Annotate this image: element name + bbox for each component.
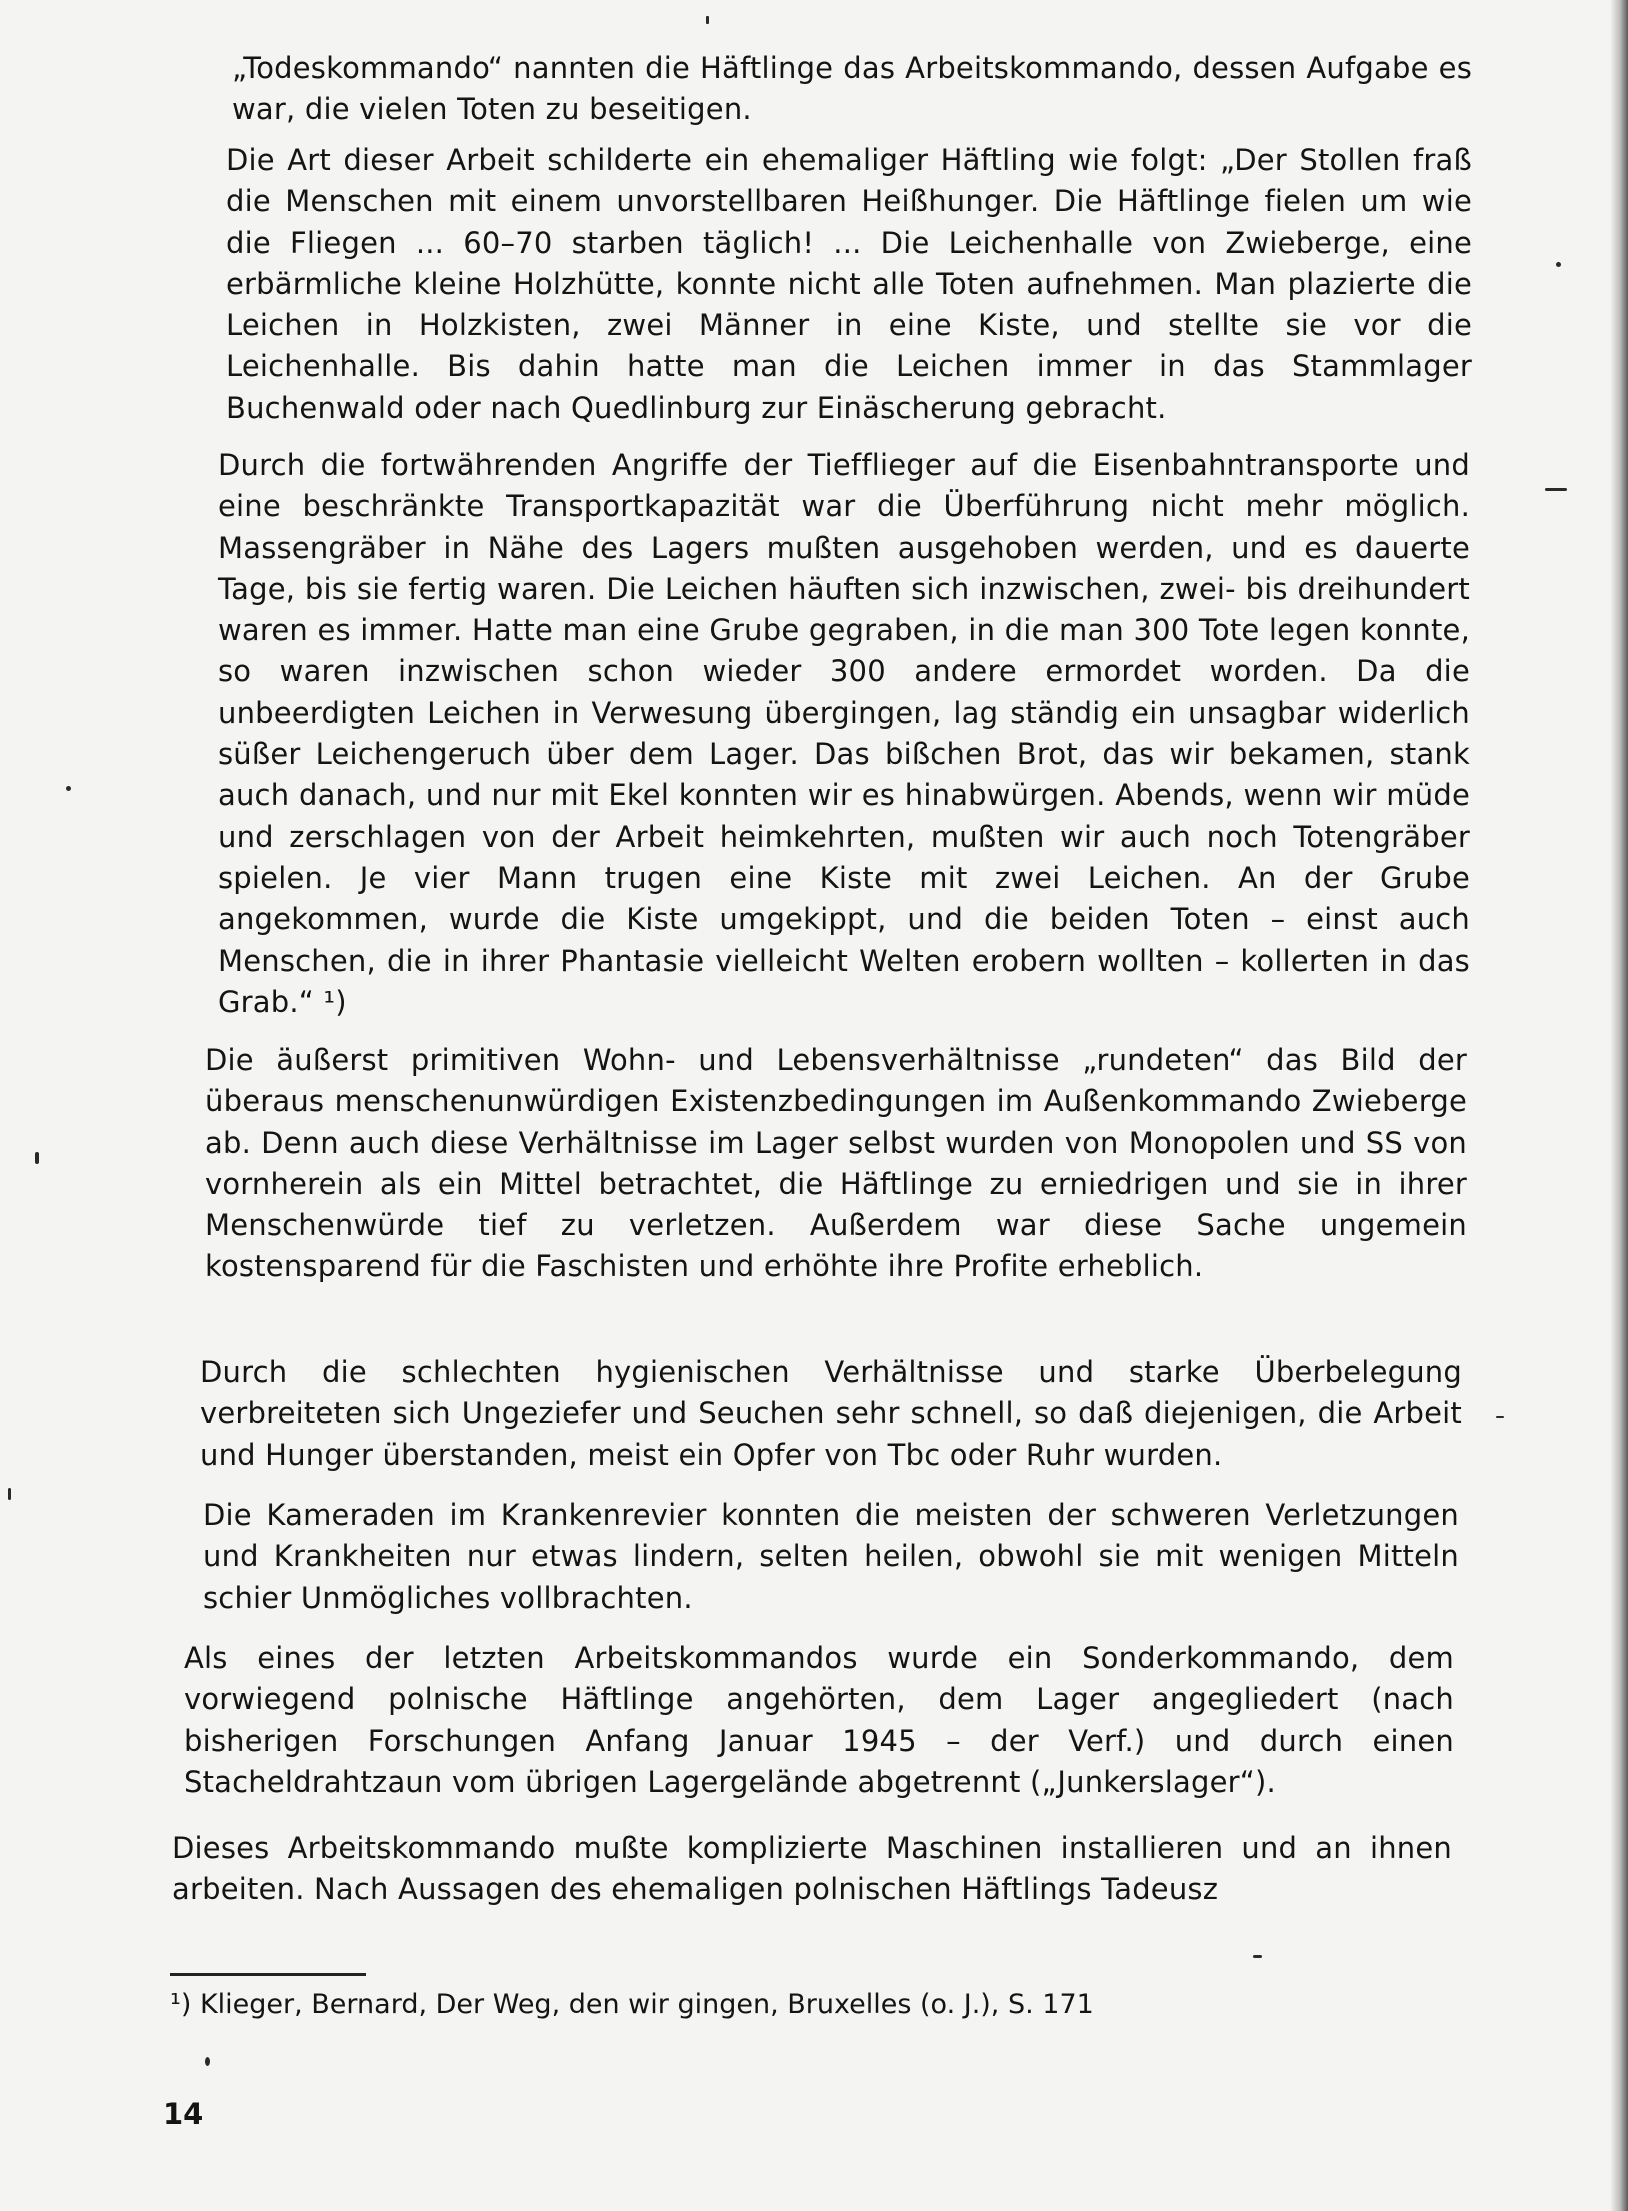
scan-speck: [205, 2057, 210, 2066]
footnote: ¹) Klieger, Bernard, Der Weg, den wir gingen, Bruxelles (o. J.), S. 171: [170, 1989, 1094, 2020]
scan-speck: [1496, 1416, 1504, 1418]
page-number: 14: [163, 2097, 204, 2131]
scan-speck: [66, 786, 71, 791]
paragraph-7: Als eines der letzten Arbeitskommandos wurde ein Sonderkommando, dem vorwiegend polnische Häftlinge angehörten, dem Lager angegliedert (nach bisherigen Forschungen Anfang Januar 1945 – der Verf.) und durch einen Stacheldrahtzaun vom übrigen Lagergelände abgetrennt („Junkerslager“).: [184, 1641, 1454, 1799]
paragraph-3: Durch die fortwährenden Angriffe der Tiefflieger auf die Eisenbahntransporte und eine beschränkte Transportkapazität war die Überführung nicht mehr möglich. Massengräber in Nähe des Lagers mußten ausgehoben werden, und es dauerte Tage, bis sie fertig waren. Die Leichen häuften sich inzwischen, zwei- bis dreihundert waren es immer. Hatte man eine Grube gegraben, in die man 300 Tote legen konnte, so waren inzwischen schon wieder 300 andere ermordet worden. Da die unbeerdigten Leichen in Verwesung übergingen, lag ständig ein unsagbar widerlich süßer Leichengeruch über dem Lager. Das bißchen Brot, das wir bekamen, stank auch danach, und nur mit Ekel konnten wir es hinabwürgen. Abends, wenn wir müde und zerschlagen von der Arbeit heimkehrten, mußten wir auch noch Totengräber spielen. Je vier Mann trugen eine Kiste mit zwei Leichen. An der Grube angekommen, wurde die Kiste umgekippt, und die beiden Toten – einst auch Menschen, die in ihrer Phantasie vielleicht Welten erobern wollten – kollerten in das Grab.“ ¹): [218, 448, 1470, 1019]
page-edge-shadow: [1610, 0, 1628, 2211]
paragraph-1: „Todeskommando“ nannten die Häftlinge das Arbeitskommando, dessen Aufgabe es war, die vielen Toten zu beseitigen.: [232, 51, 1472, 127]
scan-speck: [35, 1152, 39, 1164]
paragraph-5: Durch die schlechten hygienischen Verhältnisse und starke Überbelegung verbreiteten sich Ungeziefer und Seuchen sehr schnell, so daß diejenigen, die Arbeit und Hunger überstanden, meist ein Opfer von Tbc oder Ruhr wurden.: [200, 1355, 1462, 1472]
footnote-divider: [170, 1973, 366, 1976]
scan-speck: [1545, 488, 1567, 491]
scan-speck: [1253, 1955, 1262, 1958]
paragraph-4: Die äußerst primitiven Wohn- und Lebensverhältnisse „rundeten“ das Bild der überaus menschenunwürdigen Existenzbedingungen im Außenkommando Zwieberge ab. Denn auch diese Verhältnisse im Lager selbst wurden von Monopolen und SS von vornherein als ein Mittel betrachtet, die Häftlinge zu erniedrigen und sie in ihrer Menschenwürde tief zu verletzen. Außerdem war diese Sache ungemein kostensparend für die Faschisten und erhöhte ihre Profite erheblich.: [205, 1043, 1467, 1284]
scan-speck: [1556, 262, 1561, 267]
scan-speck: [8, 1488, 11, 1500]
paragraph-6: Die Kameraden im Krankenrevier konnten die meisten der schweren Verletzungen und Krankheiten nur etwas lindern, selten heilen, obwohl sie mit wenigen Mitteln schier Unmögliches vollbrachten.: [203, 1498, 1459, 1615]
paragraph-8: Dieses Arbeitskommando mußte komplizierte Maschinen installieren und an ihnen arbeiten. Nach Aussagen des ehemaligen polnischen Häftlings Tadeusz: [172, 1831, 1452, 1907]
paragraph-2: Die Art dieser Arbeit schilderte ein ehemaliger Häftling wie folgt: „Der Stollen fraß die Menschen mit einem unvorstellbaren Heißhunger. Die Häftlinge fielen um wie die Fliegen ... 60–70 starben täglich! ... Die Leichenhalle von Zwieberge, eine erbärmliche kleine Holzhütte, konnte nicht alle Toten aufnehmen. Man plazierte die Leichen in Holzkisten, zwei Männer in eine Kiste, und stellte sie vor die Leichenhalle. Bis dahin hatte man die Leichen immer in das Stammlager Buchenwald oder nach Quedlinburg zur Einäscherung gebracht.: [226, 143, 1472, 425]
scan-speck: [706, 16, 709, 24]
